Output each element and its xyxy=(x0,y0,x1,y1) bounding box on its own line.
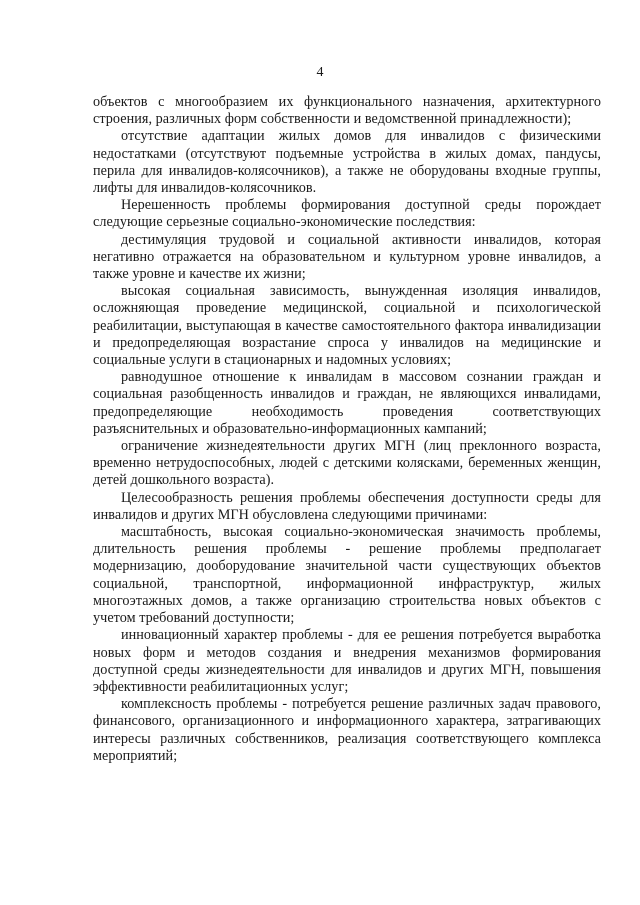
paragraph: высокая социальная зависимость, вынужденная изоляция инвалидов, осложняющая проведение медицинской, социальной и психологической реабилитации, выступающая в качестве самостоятельного фактора инвалидизации и предопределяющая возрастание спроса у инвалидов на медицинские и социальные услуги в стационарных и надомных условиях; xyxy=(93,283,601,369)
paragraph: ограничение жизнедеятельности других МГН (лиц преклонного возраста, временно нетрудоспособных, людей с детскими колясками, беременных женщин, детей дошкольного возраста). xyxy=(93,438,601,489)
paragraph: комплексность проблемы - потребуется решение различных задач правового, финансового, организационного и информационного характера, затрагивающих интересы различных собственников, реализация соответствующего комплекса мероприятий; xyxy=(93,696,601,764)
paragraph: инновационный характер проблемы - для ее решения потребуется выработка новых форм и методов создания и внедрения механизмов формирования доступной среды жизнедеятельности для инвалидов и других МГН, повышения эффективности реабилитационных услуг; xyxy=(93,627,601,695)
paragraph: Нерешенность проблемы формирования доступной среды порождает следующие серьезные социально-экономические последствия: xyxy=(93,197,601,231)
paragraph: равнодушное отношение к инвалидам в массовом сознании граждан и социальная разобщенность инвалидов и граждан, не являющихся инвалидами, предопределяющие необходимость проведения соответствующих разъяснительных и образовательно-информационных кампаний; xyxy=(93,369,601,437)
paragraph: дестимуляция трудовой и социальной активности инвалидов, которая негативно отражается на образовательном и культурном уровне инвалидов, а также уровне и качестве их жизни; xyxy=(93,231,601,283)
paragraph: объектов с многообразием их функционального назначения, архитектурного строения, различных форм собственности и ведомственной принадлежности); xyxy=(93,94,601,128)
paragraph: Целесообразность решения проблемы обеспечения доступности среды для инвалидов и других МГН обусловлена следующими причинами: xyxy=(93,489,601,523)
document-body xyxy=(93,94,601,765)
paragraph: отсутствие адаптации жилых домов для инвалидов с физическими недостатками (отсутствуют подъемные устройства в жилых домах, пандусы, перила для инвалидов-колясочников), а также не оборудованы входные группы, лифты для инвалидов-колясочников. xyxy=(93,128,601,197)
paragraph: масштабность, высокая социально-экономическая значимость проблемы, длительность решения проблемы - решение проблемы предполагает модернизацию, дооборудование значительной части существующих объектов социальной, транспортной, информационной инфраструктур, жилых многоэтажных домов, а также организацию строительства новых объектов с учетом требований доступности; xyxy=(93,524,601,627)
page-number: 4 xyxy=(316,65,324,80)
